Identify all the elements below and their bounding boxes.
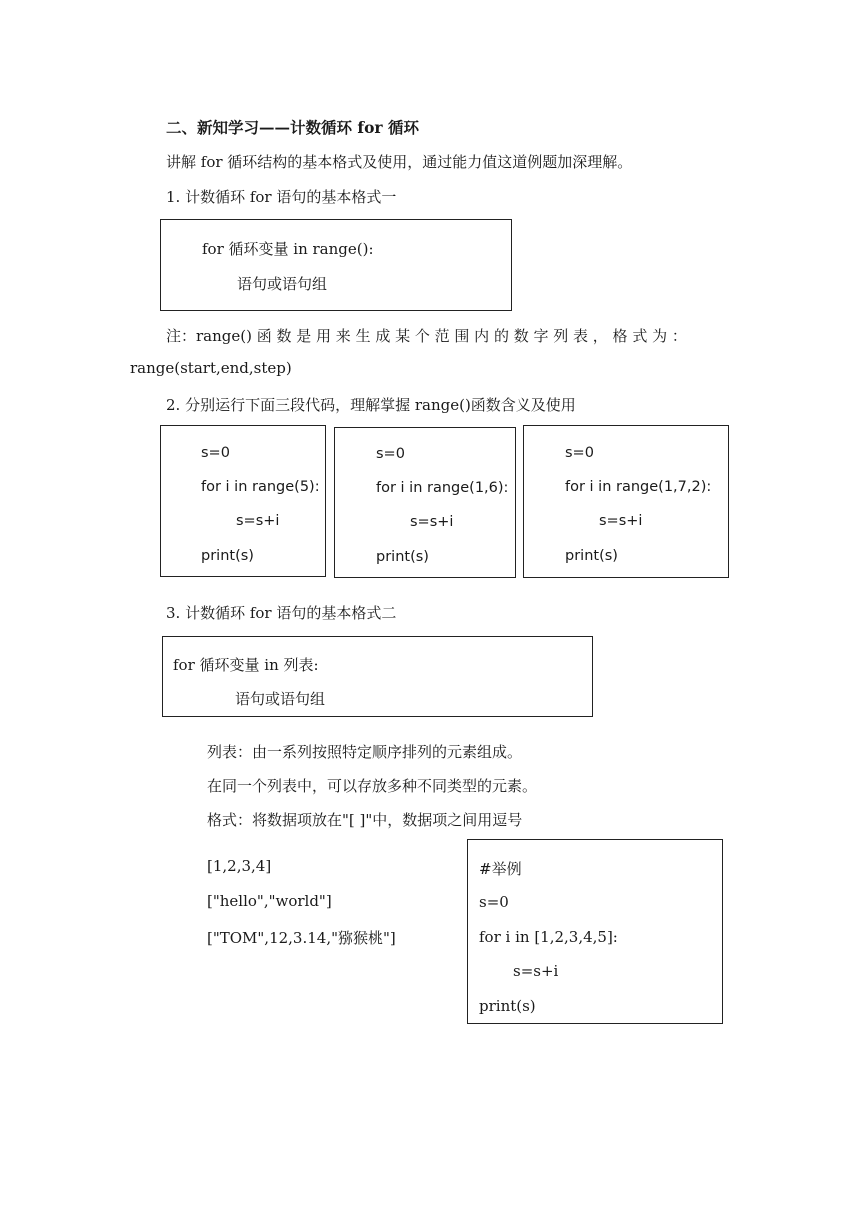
format-two-box — [162, 636, 593, 717]
list-desc-line-3: 格式：将数据项放在"[ ]"中，数据项之间用逗号 — [207, 811, 523, 829]
item-3-title: 3. 计数循环 for 语句的基本格式二 — [166, 604, 397, 622]
code-box-2-line-4: print(s) — [376, 549, 429, 565]
item-2-title: 2. 分别运行下面三段代码，理解掌握 range()函数含义及使用 — [166, 396, 576, 414]
format-one-line-1: for 循环变量 in range(): — [202, 240, 374, 258]
code-box-1 — [160, 425, 326, 577]
code-box-3 — [523, 425, 729, 578]
list-example-1: [1,2,3,4] — [207, 857, 272, 875]
code-box-1-line-1: s=0 — [201, 445, 230, 461]
note-line-1: 注：range() 函 数 是 用 来 生 成 某 个 范 围 内 的 数 字 列 表 ， 格 式 为 ： — [166, 327, 687, 345]
code-box-2 — [334, 427, 516, 578]
example-line-2: s=0 — [479, 893, 509, 911]
code-box-2-line-3: s=s+i — [410, 514, 454, 530]
example-code-box — [467, 839, 723, 1024]
code-box-3-line-1: s=0 — [565, 445, 594, 461]
code-box-1-line-4: print(s) — [201, 548, 254, 564]
list-example-2: ["hello","world"] — [207, 892, 332, 910]
example-line-5: print(s) — [479, 997, 536, 1015]
list-example-3: ["TOM",12,3.14,"猕猴桃"] — [207, 929, 396, 947]
format-one-line-2: 语句或语句组 — [237, 275, 328, 293]
code-box-1-line-3: s=s+i — [236, 513, 280, 529]
code-box-3-line-3: s=s+i — [599, 513, 643, 529]
code-box-2-line-1: s=0 — [376, 446, 405, 462]
intro-paragraph: 讲解 for 循环结构的基本格式及使用，通过能力值这道例题加深理解。 — [166, 153, 633, 171]
example-line-4: s=s+i — [513, 962, 559, 980]
list-desc-line-2: 在同一个列表中，可以存放多种不同类型的元素。 — [207, 777, 538, 795]
example-line-3: for i in [1,2,3,4,5]: — [479, 928, 618, 946]
code-box-3-line-4: print(s) — [565, 548, 618, 564]
code-box-2-line-2: for i in range(1,6): — [376, 480, 509, 496]
code-box-1-line-2: for i in range(5): — [201, 479, 320, 495]
code-box-3-line-2: for i in range(1,7,2): — [565, 479, 712, 495]
format-two-line-1: for 循环变量 in 列表: — [173, 656, 319, 674]
example-line-1: #举例 — [479, 860, 522, 878]
format-two-line-2: 语句或语句组 — [235, 690, 326, 708]
section-heading: 二、新知学习——计数循环 for 循环 — [166, 118, 419, 137]
item-1-title: 1. 计数循环 for 语句的基本格式一 — [166, 188, 397, 206]
format-one-box — [160, 219, 512, 311]
list-desc-line-1: 列表：由一系列按照特定顺序排列的元素组成。 — [207, 743, 523, 761]
note-line-2: range(start,end,step) — [130, 359, 292, 377]
